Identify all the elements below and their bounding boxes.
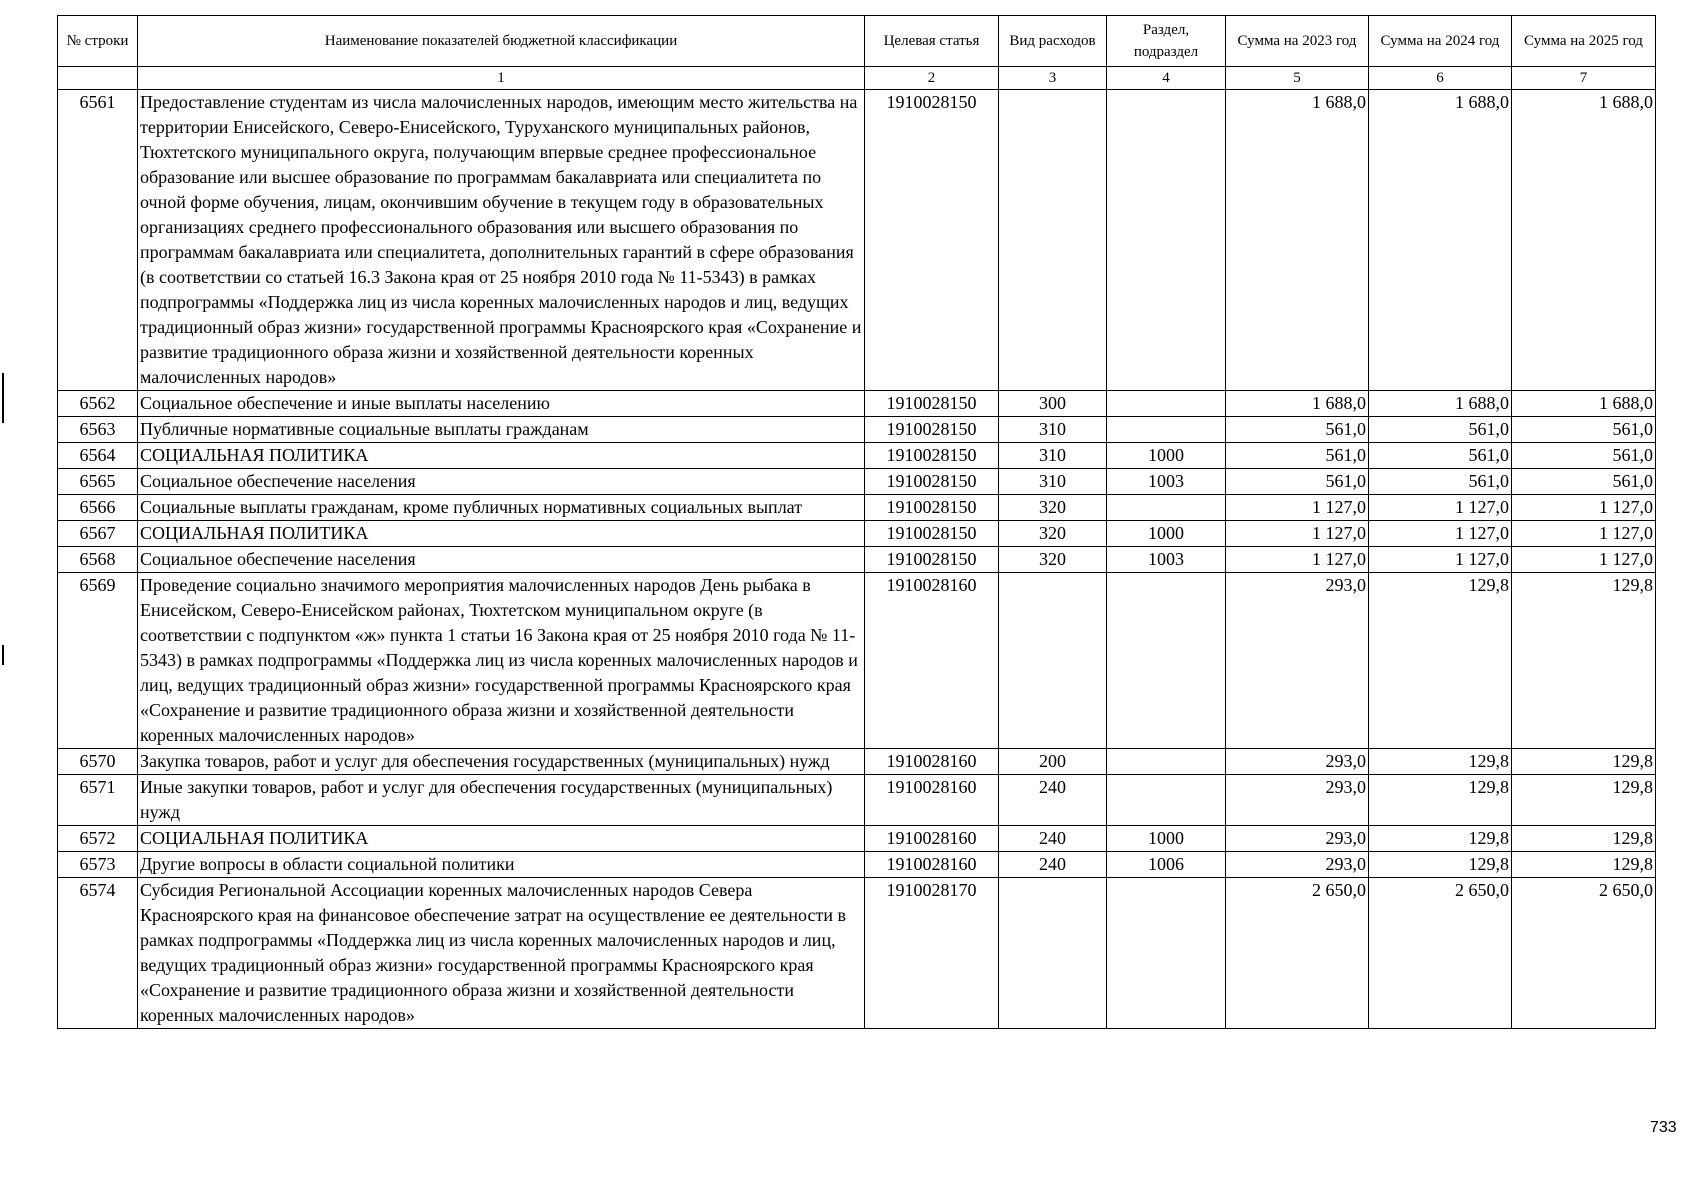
expense-kind-cell: 310 [999, 417, 1107, 443]
row-number-cell: 6567 [58, 521, 138, 547]
sum-2024-cell: 561,0 [1369, 443, 1512, 469]
table-row [58, 573, 1656, 749]
section-cell: 1000 [1107, 443, 1226, 469]
column-number [58, 67, 138, 90]
indicator-name-cell: СОЦИАЛЬНАЯ ПОЛИТИКА [138, 443, 865, 469]
row-number-cell: 6573 [58, 852, 138, 878]
indicator-name-cell: Предоставление студентам из числа малочисленных народов, имеющим место жительства на территории Енисейского, Северо-Енисейского, Туруханского муниципальных районов, Тюхтетского муниципального округа, получающим впервые среднее профессиональное образование или высшее образование по программам бакалавриата или специалитета по очной форме обучения, лицам, окончившим обучение в текущем году в образовательных организациях среднего профессионального образования или высшего образования по программам бакалавриата или специалитета, дополнительных гарантий в сфере образования (в соответствии со статьей 16.3 Закона края от 25 ноября 2010 года № 11-5343) в рамках подпрограммы «Поддержка лиц из числа коренных малочисленных народов и лиц, ведущих традиционный образ жизни» государственной программы Красноярского края «Сохранение и развитие традиционного образа жизни и хозяйственной деятельности коренных малочисленных народов» [138, 90, 865, 391]
sum-2024-cell: 1 127,0 [1369, 521, 1512, 547]
sum-2025-cell: 1 688,0 [1512, 90, 1656, 391]
sum-2025-cell: 129,8 [1512, 852, 1656, 878]
target-article-cell: 1910028150 [865, 90, 999, 391]
indicator-name-cell: Другие вопросы в области социальной политики [138, 852, 865, 878]
section-cell [1107, 391, 1226, 417]
page-number: 733 [1650, 1119, 1677, 1136]
sum-2024-cell: 2 650,0 [1369, 878, 1512, 1029]
header-kind: Вид расходов [999, 16, 1107, 67]
indicator-name-cell: Социальное обеспечение населения [138, 547, 865, 573]
table-row [58, 417, 1656, 443]
row-number-cell: 6568 [58, 547, 138, 573]
expense-kind-cell: 320 [999, 495, 1107, 521]
sum-2025-cell: 561,0 [1512, 417, 1656, 443]
table-row [58, 826, 1656, 852]
sum-2023-cell: 561,0 [1226, 469, 1369, 495]
section-cell [1107, 775, 1226, 826]
sum-2024-cell: 129,8 [1369, 775, 1512, 826]
target-article-cell: 1910028160 [865, 749, 999, 775]
sum-2024-cell: 129,8 [1369, 749, 1512, 775]
sum-2024-cell: 561,0 [1369, 469, 1512, 495]
target-article-cell: 1910028150 [865, 469, 999, 495]
target-article-cell: 1910028150 [865, 495, 999, 521]
sum-2023-cell: 1 127,0 [1226, 521, 1369, 547]
expense-kind-cell [999, 878, 1107, 1029]
indicator-name-cell: Социальные выплаты гражданам, кроме публичных нормативных социальных выплат [138, 495, 865, 521]
table-row [58, 749, 1656, 775]
sum-2023-cell: 1 127,0 [1226, 547, 1369, 573]
column-number: 1 [138, 67, 865, 90]
row-number-cell: 6569 [58, 573, 138, 749]
sum-2023-cell: 2 650,0 [1226, 878, 1369, 1029]
sum-2025-cell: 129,8 [1512, 749, 1656, 775]
sum-2025-cell: 2 650,0 [1512, 878, 1656, 1029]
section-cell: 1006 [1107, 852, 1226, 878]
expense-kind-cell [999, 90, 1107, 391]
expense-kind-cell: 320 [999, 547, 1107, 573]
sum-2024-cell: 1 127,0 [1369, 495, 1512, 521]
target-article-cell: 1910028150 [865, 443, 999, 469]
header-name: Наименование показателей бюджетной классификации [138, 16, 865, 67]
target-article-cell: 1910028160 [865, 826, 999, 852]
row-number-cell: 6561 [58, 90, 138, 391]
sum-2023-cell: 561,0 [1226, 443, 1369, 469]
section-cell [1107, 90, 1226, 391]
indicator-name-cell: Закупка товаров, работ и услуг для обеспечения государственных (муниципальных) нужд [138, 749, 865, 775]
row-number-cell: 6562 [58, 391, 138, 417]
sum-2025-cell: 1 127,0 [1512, 495, 1656, 521]
table-row [58, 391, 1656, 417]
target-article-cell: 1910028150 [865, 547, 999, 573]
sum-2023-cell: 1 688,0 [1226, 391, 1369, 417]
sum-2023-cell: 293,0 [1226, 852, 1369, 878]
section-cell [1107, 495, 1226, 521]
table-row [58, 443, 1656, 469]
sum-2024-cell: 1 688,0 [1369, 391, 1512, 417]
column-number: 5 [1226, 67, 1369, 90]
sum-2023-cell: 293,0 [1226, 573, 1369, 749]
sum-2024-cell: 129,8 [1369, 852, 1512, 878]
expense-kind-cell: 240 [999, 826, 1107, 852]
expense-kind-cell: 310 [999, 469, 1107, 495]
row-number-cell: 6563 [58, 417, 138, 443]
table-row [58, 90, 1656, 391]
sum-2025-cell: 1 127,0 [1512, 521, 1656, 547]
section-cell [1107, 749, 1226, 775]
sum-2023-cell: 1 127,0 [1226, 495, 1369, 521]
indicator-name-cell: Социальное обеспечение населения [138, 469, 865, 495]
expense-kind-cell [999, 573, 1107, 749]
section-cell: 1003 [1107, 547, 1226, 573]
expense-kind-cell: 240 [999, 775, 1107, 826]
target-article-cell: 1910028160 [865, 852, 999, 878]
header-sum-2023: Сумма на 2023 год [1226, 16, 1369, 67]
indicator-name-cell: Социальное обеспечение и иные выплаты населению [138, 391, 865, 417]
column-number: 2 [865, 67, 999, 90]
sum-2023-cell: 1 688,0 [1226, 90, 1369, 391]
table-body [58, 90, 1656, 1029]
indicator-name-cell: СОЦИАЛЬНАЯ ПОЛИТИКА [138, 826, 865, 852]
column-number: 3 [999, 67, 1107, 90]
expense-kind-cell: 310 [999, 443, 1107, 469]
target-article-cell: 1910028150 [865, 391, 999, 417]
table-row [58, 495, 1656, 521]
row-number-cell: 6570 [58, 749, 138, 775]
sum-2024-cell: 129,8 [1369, 573, 1512, 749]
column-number: 6 [1369, 67, 1512, 90]
section-cell [1107, 573, 1226, 749]
row-number-cell: 6565 [58, 469, 138, 495]
target-article-cell: 1910028150 [865, 521, 999, 547]
header-section: Раздел, подраздел [1107, 16, 1226, 67]
expense-kind-cell: 200 [999, 749, 1107, 775]
sum-2024-cell: 129,8 [1369, 826, 1512, 852]
section-cell [1107, 417, 1226, 443]
indicator-name-cell: СОЦИАЛЬНАЯ ПОЛИТИКА [138, 521, 865, 547]
section-cell [1107, 878, 1226, 1029]
sum-2025-cell: 1 688,0 [1512, 391, 1656, 417]
margin-mark [2, 373, 4, 423]
sum-2023-cell: 293,0 [1226, 749, 1369, 775]
indicator-name-cell: Субсидия Региональной Ассоциации коренных малочисленных народов Севера Красноярского края на финансовое обеспечение затрат на осуществление ее деятельности в рамках подпрограммы «Поддержка лиц из числа коренных малочисленных народов и лиц, ведущих традиционный образ жизни» государственной программы Красноярского края «Сохранение и развитие традиционного образа жизни и хозяйственной деятельности коренных малочисленных народов» [138, 878, 865, 1029]
row-number-cell: 6564 [58, 443, 138, 469]
sum-2025-cell: 129,8 [1512, 826, 1656, 852]
sum-2023-cell: 293,0 [1226, 826, 1369, 852]
header-row-no: № строки [58, 16, 138, 67]
row-number-cell: 6572 [58, 826, 138, 852]
sum-2025-cell: 129,8 [1512, 775, 1656, 826]
sum-2025-cell: 561,0 [1512, 469, 1656, 495]
row-number-cell: 6566 [58, 495, 138, 521]
table-row [58, 852, 1656, 878]
table-row [58, 878, 1656, 1029]
header-target: Целевая статья [865, 16, 999, 67]
indicator-name-cell: Проведение социально значимого мероприятия малочисленных народов День рыбака в Енисейском, Северо-Енисейском районах, Тюхтетском муниципальном округе (в соответствии с подпунктом «ж» пункта 1 статьи 16 Закона края от 25 ноября 2010 года № 11-5343) в рамках подпрограммы «Поддержка лиц из числа коренных малочисленных народов и лиц, ведущих традиционный образ жизни» государственной программы Красноярского края «Сохранение и развитие традиционного образа жизни и хозяйственной деятельности коренных малочисленных народов» [138, 573, 865, 749]
column-number: 7 [1512, 67, 1656, 90]
expense-kind-cell: 240 [999, 852, 1107, 878]
column-number: 4 [1107, 67, 1226, 90]
target-article-cell: 1910028160 [865, 775, 999, 826]
header-sum-2025: Сумма на 2025 год [1512, 16, 1656, 67]
table-row [58, 775, 1656, 826]
indicator-name-cell: Публичные нормативные социальные выплаты гражданам [138, 417, 865, 443]
expense-kind-cell: 300 [999, 391, 1107, 417]
row-number-cell: 6574 [58, 878, 138, 1029]
budget-table [57, 15, 1656, 1029]
margin-mark [2, 645, 4, 665]
sum-2025-cell: 129,8 [1512, 573, 1656, 749]
sum-2023-cell: 293,0 [1226, 775, 1369, 826]
table-row [58, 469, 1656, 495]
section-cell: 1003 [1107, 469, 1226, 495]
target-article-cell: 1910028160 [865, 573, 999, 749]
section-cell: 1000 [1107, 826, 1226, 852]
indicator-name-cell: Иные закупки товаров, работ и услуг для обеспечения государственных (муниципальных) нужд [138, 775, 865, 826]
table-row [58, 521, 1656, 547]
table-header [58, 16, 1656, 90]
sum-2024-cell: 1 127,0 [1369, 547, 1512, 573]
section-cell: 1000 [1107, 521, 1226, 547]
row-number-cell: 6571 [58, 775, 138, 826]
sum-2024-cell: 1 688,0 [1369, 90, 1512, 391]
target-article-cell: 1910028150 [865, 417, 999, 443]
sum-2023-cell: 561,0 [1226, 417, 1369, 443]
expense-kind-cell: 320 [999, 521, 1107, 547]
target-article-cell: 1910028170 [865, 878, 999, 1029]
sum-2025-cell: 561,0 [1512, 443, 1656, 469]
header-sum-2024: Сумма на 2024 год [1369, 16, 1512, 67]
table-row [58, 547, 1656, 573]
sum-2024-cell: 561,0 [1369, 417, 1512, 443]
sum-2025-cell: 1 127,0 [1512, 547, 1656, 573]
